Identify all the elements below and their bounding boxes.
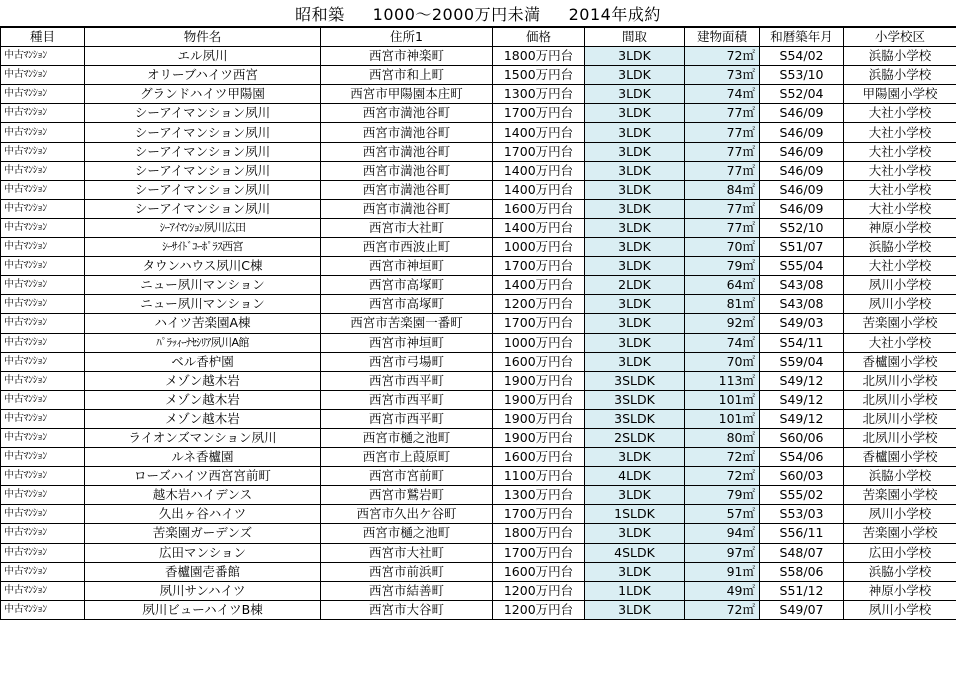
- cell-property-name[interactable]: 久出ヶ谷ハイツ: [85, 505, 321, 524]
- cell-property-name[interactable]: ｼｰｻｲﾄﾞｺｰﾎﾟﾗｽ西宮: [85, 238, 321, 257]
- cell-school-district[interactable]: 浜脇小学校: [844, 238, 956, 257]
- cell-price[interactable]: 1600万円台: [493, 448, 585, 467]
- cell-address[interactable]: 西宮市苦楽園一番町: [321, 314, 493, 333]
- table-row: [1, 409, 956, 428]
- cell-price[interactable]: 1900万円台: [493, 371, 585, 390]
- cell-price[interactable]: 1700万円台: [493, 142, 585, 161]
- cell-floor-area[interactable]: 72㎡: [685, 47, 760, 66]
- cell-property-name[interactable]: ニュー夙川マンション: [85, 276, 321, 295]
- cell-built-date[interactable]: S54/02: [760, 47, 844, 66]
- cell-floor-area[interactable]: 91㎡: [685, 562, 760, 581]
- cell-property-name[interactable]: ルネ香櫨園: [85, 448, 321, 467]
- cell-layout[interactable]: 3LDK: [585, 333, 685, 352]
- cell-school-district[interactable]: 神原小学校: [844, 218, 956, 237]
- cell-type[interactable]: 中古ﾏﾝｼｮﾝ: [1, 390, 85, 409]
- cell-address[interactable]: 西宮市西平町: [321, 390, 493, 409]
- cell-type[interactable]: 中古ﾏﾝｼｮﾝ: [1, 238, 85, 257]
- cell-school-district[interactable]: 大社小学校: [844, 333, 956, 352]
- cell-floor-area[interactable]: 72㎡: [685, 600, 760, 619]
- cell-layout[interactable]: 3SLDK: [585, 409, 685, 428]
- cell-floor-area[interactable]: 73㎡: [685, 66, 760, 85]
- cell-property-name[interactable]: シーアイマンション夙川: [85, 199, 321, 218]
- cell-built-date[interactable]: S56/11: [760, 524, 844, 543]
- cell-built-date[interactable]: S49/12: [760, 371, 844, 390]
- cell-type[interactable]: 中古ﾏﾝｼｮﾝ: [1, 333, 85, 352]
- cell-school-district[interactable]: 香櫨園小学校: [844, 448, 956, 467]
- cell-property-name[interactable]: タウンハウス夙川C棟: [85, 257, 321, 276]
- cell-property-name[interactable]: 苦楽園ガーデンズ: [85, 524, 321, 543]
- table-row: [1, 428, 956, 447]
- cell-address[interactable]: 西宮市和上町: [321, 66, 493, 85]
- cell-layout[interactable]: 3LDK: [585, 600, 685, 619]
- cell-floor-area[interactable]: 84㎡: [685, 180, 760, 199]
- cell-layout[interactable]: 3LDK: [585, 47, 685, 66]
- cell-school-district[interactable]: 夙川小学校: [844, 600, 956, 619]
- cell-floor-area[interactable]: 77㎡: [685, 161, 760, 180]
- cell-floor-area[interactable]: 97㎡: [685, 543, 760, 562]
- cell-layout[interactable]: 3LDK: [585, 352, 685, 371]
- cell-floor-area[interactable]: 64㎡: [685, 276, 760, 295]
- table-row: [1, 47, 956, 66]
- cell-school-district[interactable]: 大社小学校: [844, 104, 956, 123]
- cell-type[interactable]: 中古ﾏﾝｼｮﾝ: [1, 486, 85, 505]
- cell-layout[interactable]: 3LDK: [585, 562, 685, 581]
- cell-price[interactable]: 1700万円台: [493, 543, 585, 562]
- cell-built-date[interactable]: S46/09: [760, 104, 844, 123]
- cell-type[interactable]: 中古ﾏﾝｼｮﾝ: [1, 467, 85, 486]
- header-layout[interactable]: 間取: [585, 28, 685, 47]
- header-floor-area[interactable]: 建物面積: [685, 28, 760, 47]
- cell-address[interactable]: 西宮市高塚町: [321, 295, 493, 314]
- cell-layout[interactable]: 3LDK: [585, 66, 685, 85]
- cell-school-district[interactable]: 大社小学校: [844, 142, 956, 161]
- cell-property-name[interactable]: 越木岩ハイデンス: [85, 486, 321, 505]
- cell-school-district[interactable]: 大社小学校: [844, 199, 956, 218]
- cell-property-name[interactable]: ライオンズマンション夙川: [85, 428, 321, 447]
- header-row: [1, 28, 956, 47]
- cell-school-district[interactable]: 北夙川小学校: [844, 390, 956, 409]
- cell-address[interactable]: 西宮市樋之池町: [321, 524, 493, 543]
- table-row: [1, 581, 956, 600]
- cell-built-date[interactable]: S49/07: [760, 600, 844, 619]
- table-row: [1, 161, 956, 180]
- cell-school-district[interactable]: 夙川小学校: [844, 295, 956, 314]
- cell-school-district[interactable]: 苦楽園小学校: [844, 486, 956, 505]
- cell-property-name[interactable]: メゾン越木岩: [85, 390, 321, 409]
- cell-school-district[interactable]: 夙川小学校: [844, 505, 956, 524]
- cell-floor-area[interactable]: 77㎡: [685, 123, 760, 142]
- cell-floor-area[interactable]: 113㎡: [685, 371, 760, 390]
- cell-type[interactable]: 中古ﾏﾝｼｮﾝ: [1, 409, 85, 428]
- table-row: [1, 199, 956, 218]
- cell-property-name[interactable]: ﾊﾟﾗｯｨｰﾅｾｼﾘｱ夙川A館: [85, 333, 321, 352]
- cell-type[interactable]: 中古ﾏﾝｼｮﾝ: [1, 352, 85, 371]
- cell-address[interactable]: 西宮市宮前町: [321, 467, 493, 486]
- table-row: [1, 238, 956, 257]
- cell-price[interactable]: 1500万円台: [493, 66, 585, 85]
- cell-built-date[interactable]: S46/09: [760, 123, 844, 142]
- cell-property-name[interactable]: シーアイマンション夙川: [85, 161, 321, 180]
- cell-address[interactable]: 西宮市鷲岩町: [321, 486, 493, 505]
- cell-built-date[interactable]: S60/03: [760, 467, 844, 486]
- cell-layout[interactable]: 3LDK: [585, 238, 685, 257]
- cell-address[interactable]: 西宮市満池谷町: [321, 104, 493, 123]
- cell-school-district[interactable]: 北夙川小学校: [844, 371, 956, 390]
- cell-property-name[interactable]: シーアイマンション夙川: [85, 123, 321, 142]
- cell-floor-area[interactable]: 101㎡: [685, 390, 760, 409]
- cell-floor-area[interactable]: 74㎡: [685, 333, 760, 352]
- table-row: [1, 371, 956, 390]
- cell-floor-area[interactable]: 94㎡: [685, 524, 760, 543]
- cell-school-district[interactable]: 苦楽園小学校: [844, 524, 956, 543]
- cell-type[interactable]: 中古ﾏﾝｼｮﾝ: [1, 543, 85, 562]
- cell-floor-area[interactable]: 80㎡: [685, 428, 760, 447]
- cell-type[interactable]: 中古ﾏﾝｼｮﾝ: [1, 85, 85, 104]
- cell-school-district[interactable]: 浜脇小学校: [844, 562, 956, 581]
- table-row: [1, 66, 956, 85]
- cell-property-name[interactable]: シーアイマンション夙川: [85, 142, 321, 161]
- cell-type[interactable]: 中古ﾏﾝｼｮﾝ: [1, 600, 85, 619]
- cell-property-name[interactable]: シーアイマンション夙川: [85, 180, 321, 199]
- cell-built-date[interactable]: S48/07: [760, 543, 844, 562]
- cell-built-date[interactable]: S49/03: [760, 314, 844, 333]
- cell-built-date[interactable]: S55/04: [760, 257, 844, 276]
- cell-layout[interactable]: 2SLDK: [585, 428, 685, 447]
- cell-address[interactable]: 西宮市久出ケ谷町: [321, 505, 493, 524]
- cell-price[interactable]: 1700万円台: [493, 104, 585, 123]
- cell-school-district[interactable]: 浜脇小学校: [844, 66, 956, 85]
- cell-school-district[interactable]: 広田小学校: [844, 543, 956, 562]
- cell-built-date[interactable]: S46/09: [760, 161, 844, 180]
- cell-property-name[interactable]: メゾン越木岩: [85, 409, 321, 428]
- cell-property-name[interactable]: 広田マンション: [85, 543, 321, 562]
- cell-price[interactable]: 1000万円台: [493, 238, 585, 257]
- cell-floor-area[interactable]: 92㎡: [685, 314, 760, 333]
- cell-address[interactable]: 西宮市結善町: [321, 581, 493, 600]
- cell-built-date[interactable]: S51/07: [760, 238, 844, 257]
- cell-layout[interactable]: 3LDK: [585, 218, 685, 237]
- cell-layout[interactable]: 3SLDK: [585, 390, 685, 409]
- cell-price[interactable]: 1600万円台: [493, 199, 585, 218]
- header-school-district[interactable]: 小学校区: [844, 28, 956, 47]
- cell-built-date[interactable]: S46/09: [760, 142, 844, 161]
- cell-type[interactable]: 中古ﾏﾝｼｮﾝ: [1, 371, 85, 390]
- cell-address[interactable]: 西宮市神垣町: [321, 333, 493, 352]
- cell-school-district[interactable]: 北夙川小学校: [844, 428, 956, 447]
- header-address[interactable]: 住所1: [321, 28, 493, 47]
- cell-address[interactable]: 西宮市大谷町: [321, 600, 493, 619]
- table-row: [1, 85, 956, 104]
- cell-property-name[interactable]: シーアイマンション夙川: [85, 104, 321, 123]
- cell-school-district[interactable]: 浜脇小学校: [844, 47, 956, 66]
- cell-type[interactable]: 中古ﾏﾝｼｮﾝ: [1, 562, 85, 581]
- cell-layout[interactable]: 3LDK: [585, 257, 685, 276]
- cell-school-district[interactable]: 大社小学校: [844, 257, 956, 276]
- cell-layout[interactable]: 3LDK: [585, 142, 685, 161]
- cell-floor-area[interactable]: 57㎡: [685, 505, 760, 524]
- cell-layout[interactable]: 3LDK: [585, 85, 685, 104]
- cell-layout[interactable]: 3LDK: [585, 486, 685, 505]
- table-row: [1, 352, 956, 371]
- table-row: [1, 333, 956, 352]
- cell-floor-area[interactable]: 72㎡: [685, 448, 760, 467]
- cell-layout[interactable]: 1SLDK: [585, 505, 685, 524]
- cell-type[interactable]: 中古ﾏﾝｼｮﾝ: [1, 295, 85, 314]
- cell-layout[interactable]: 3LDK: [585, 314, 685, 333]
- cell-price[interactable]: 1200万円台: [493, 581, 585, 600]
- cell-property-name[interactable]: ニュー夙川マンション: [85, 295, 321, 314]
- title-year: 2014年成約: [568, 4, 661, 24]
- cell-price[interactable]: 1300万円台: [493, 486, 585, 505]
- table-row: [1, 543, 956, 562]
- cell-floor-area[interactable]: 77㎡: [685, 104, 760, 123]
- cell-price[interactable]: 1400万円台: [493, 161, 585, 180]
- cell-type[interactable]: 中古ﾏﾝｼｮﾝ: [1, 123, 85, 142]
- cell-address[interactable]: 西宮市西波止町: [321, 238, 493, 257]
- cell-layout[interactable]: 3LDK: [585, 295, 685, 314]
- cell-layout[interactable]: 3LDK: [585, 524, 685, 543]
- table-row: [1, 218, 956, 237]
- cell-address[interactable]: 西宮市西平町: [321, 409, 493, 428]
- cell-address[interactable]: 西宮市前浜町: [321, 562, 493, 581]
- cell-type[interactable]: 中古ﾏﾝｼｮﾝ: [1, 505, 85, 524]
- header-price[interactable]: 価格: [493, 28, 585, 47]
- cell-school-district[interactable]: 香櫨園小学校: [844, 352, 956, 371]
- cell-type[interactable]: 中古ﾏﾝｼｮﾝ: [1, 314, 85, 333]
- cell-built-date[interactable]: S54/06: [760, 448, 844, 467]
- cell-school-district[interactable]: 浜脇小学校: [844, 467, 956, 486]
- cell-built-date[interactable]: S51/12: [760, 581, 844, 600]
- cell-floor-area[interactable]: 70㎡: [685, 352, 760, 371]
- title-price-range: 1000～2000万円未満: [372, 4, 541, 24]
- cell-type[interactable]: 中古ﾏﾝｼｮﾝ: [1, 104, 85, 123]
- cell-address[interactable]: 西宮市満池谷町: [321, 142, 493, 161]
- cell-property-name[interactable]: 香櫨園壱番館: [85, 562, 321, 581]
- table-row: [1, 600, 956, 619]
- table-row: [1, 524, 956, 543]
- cell-floor-area[interactable]: 81㎡: [685, 295, 760, 314]
- cell-property-name[interactable]: オリーブハイツ西宮: [85, 66, 321, 85]
- table-row: [1, 295, 956, 314]
- sheet-title: [0, 0, 956, 27]
- cell-address[interactable]: 西宮市高塚町: [321, 276, 493, 295]
- cell-address[interactable]: 西宮市大社町: [321, 218, 493, 237]
- cell-price[interactable]: 1200万円台: [493, 600, 585, 619]
- cell-school-district[interactable]: 甲陽園小学校: [844, 85, 956, 104]
- cell-school-district[interactable]: 苦楽園小学校: [844, 314, 956, 333]
- cell-address[interactable]: 西宮市弓場町: [321, 352, 493, 371]
- table-row: [1, 142, 956, 161]
- cell-address[interactable]: 西宮市樋之池町: [321, 428, 493, 447]
- cell-address[interactable]: 西宮市神垣町: [321, 257, 493, 276]
- cell-school-district[interactable]: 大社小学校: [844, 123, 956, 142]
- cell-property-name[interactable]: ローズハイツ西宮宮前町: [85, 467, 321, 486]
- cell-type[interactable]: 中古ﾏﾝｼｮﾝ: [1, 428, 85, 447]
- cell-layout[interactable]: 4SLDK: [585, 543, 685, 562]
- cell-price[interactable]: 1300万円台: [493, 85, 585, 104]
- cell-floor-area[interactable]: 49㎡: [685, 581, 760, 600]
- header-property-name[interactable]: 物件名: [85, 28, 321, 47]
- cell-property-name[interactable]: 夙川サンハイツ: [85, 581, 321, 600]
- cell-type[interactable]: 中古ﾏﾝｼｮﾝ: [1, 218, 85, 237]
- cell-built-date[interactable]: S52/04: [760, 85, 844, 104]
- table-row: [1, 390, 956, 409]
- title-era: 昭和築: [295, 4, 345, 24]
- cell-floor-area[interactable]: 72㎡: [685, 467, 760, 486]
- cell-price[interactable]: 1400万円台: [493, 180, 585, 199]
- cell-floor-area[interactable]: 77㎡: [685, 142, 760, 161]
- cell-address[interactable]: 西宮市満池谷町: [321, 123, 493, 142]
- cell-layout[interactable]: 3LDK: [585, 123, 685, 142]
- cell-floor-area[interactable]: 77㎡: [685, 199, 760, 218]
- cell-floor-area[interactable]: 74㎡: [685, 85, 760, 104]
- cell-price[interactable]: 1600万円台: [493, 562, 585, 581]
- table-row: [1, 448, 956, 467]
- table-row: [1, 314, 956, 333]
- cell-type[interactable]: 中古ﾏﾝｼｮﾝ: [1, 142, 85, 161]
- cell-built-date[interactable]: S58/06: [760, 562, 844, 581]
- table-row: [1, 486, 956, 505]
- cell-price[interactable]: 1900万円台: [493, 390, 585, 409]
- header-built-date[interactable]: 和暦築年月: [760, 28, 844, 47]
- cell-built-date[interactable]: S46/09: [760, 180, 844, 199]
- cell-built-date[interactable]: S53/03: [760, 505, 844, 524]
- cell-built-date[interactable]: S49/12: [760, 409, 844, 428]
- cell-type[interactable]: 中古ﾏﾝｼｮﾝ: [1, 161, 85, 180]
- cell-layout[interactable]: 3SLDK: [585, 371, 685, 390]
- cell-address[interactable]: 西宮市上葭原町: [321, 448, 493, 467]
- cell-type[interactable]: 中古ﾏﾝｼｮﾝ: [1, 199, 85, 218]
- cell-price[interactable]: 1900万円台: [493, 428, 585, 447]
- cell-school-district[interactable]: 大社小学校: [844, 161, 956, 180]
- table-row: [1, 104, 956, 123]
- table-row: [1, 276, 956, 295]
- cell-school-district[interactable]: 神原小学校: [844, 581, 956, 600]
- table-row: [1, 257, 956, 276]
- cell-address[interactable]: 西宮市満池谷町: [321, 180, 493, 199]
- cell-built-date[interactable]: S52/10: [760, 218, 844, 237]
- cell-price[interactable]: 1400万円台: [493, 276, 585, 295]
- cell-price[interactable]: 1700万円台: [493, 505, 585, 524]
- cell-layout[interactable]: 1LDK: [585, 581, 685, 600]
- cell-type[interactable]: 中古ﾏﾝｼｮﾝ: [1, 180, 85, 199]
- cell-price[interactable]: 1800万円台: [493, 47, 585, 66]
- cell-built-date[interactable]: S53/10: [760, 66, 844, 85]
- cell-type[interactable]: 中古ﾏﾝｼｮﾝ: [1, 524, 85, 543]
- cell-layout[interactable]: 3LDK: [585, 161, 685, 180]
- cell-built-date[interactable]: S60/06: [760, 428, 844, 447]
- cell-type[interactable]: 中古ﾏﾝｼｮﾝ: [1, 276, 85, 295]
- cell-address[interactable]: 西宮市満池谷町: [321, 199, 493, 218]
- cell-address[interactable]: 西宮市西平町: [321, 371, 493, 390]
- cell-type[interactable]: 中古ﾏﾝｼｮﾝ: [1, 47, 85, 66]
- cell-price[interactable]: 1000万円台: [493, 333, 585, 352]
- cell-property-name[interactable]: エル夙川: [85, 47, 321, 66]
- cell-price[interactable]: 1100万円台: [493, 467, 585, 486]
- cell-property-name[interactable]: ｼｰｱｲﾏﾝｼｮﾝ夙川広田: [85, 218, 321, 237]
- cell-property-name[interactable]: ベル香枦園: [85, 352, 321, 371]
- cell-type[interactable]: 中古ﾏﾝｼｮﾝ: [1, 448, 85, 467]
- cell-layout[interactable]: 4LDK: [585, 467, 685, 486]
- cell-school-district[interactable]: 大社小学校: [844, 180, 956, 199]
- cell-price[interactable]: 1700万円台: [493, 314, 585, 333]
- cell-layout[interactable]: 3LDK: [585, 448, 685, 467]
- cell-built-date[interactable]: S43/08: [760, 276, 844, 295]
- cell-property-name[interactable]: メゾン越木岩: [85, 371, 321, 390]
- cell-school-district[interactable]: 夙川小学校: [844, 276, 956, 295]
- cell-floor-area[interactable]: 79㎡: [685, 486, 760, 505]
- cell-layout[interactable]: 3LDK: [585, 199, 685, 218]
- table-row: [1, 180, 956, 199]
- cell-price[interactable]: 1700万円台: [493, 257, 585, 276]
- cell-floor-area[interactable]: 77㎡: [685, 218, 760, 237]
- cell-built-date[interactable]: S55/02: [760, 486, 844, 505]
- cell-built-date[interactable]: S49/12: [760, 390, 844, 409]
- listing-table: [0, 27, 956, 620]
- cell-price[interactable]: 1900万円台: [493, 409, 585, 428]
- cell-floor-area[interactable]: 70㎡: [685, 238, 760, 257]
- cell-school-district[interactable]: 北夙川小学校: [844, 409, 956, 428]
- cell-floor-area[interactable]: 101㎡: [685, 409, 760, 428]
- cell-price[interactable]: 1400万円台: [493, 218, 585, 237]
- cell-price[interactable]: 1400万円台: [493, 123, 585, 142]
- cell-address[interactable]: 西宮市神楽町: [321, 47, 493, 66]
- table-row: [1, 467, 956, 486]
- table-row: [1, 562, 956, 581]
- cell-property-name[interactable]: グランドハイツ甲陽園: [85, 85, 321, 104]
- cell-layout[interactable]: 3LDK: [585, 180, 685, 199]
- cell-floor-area[interactable]: 79㎡: [685, 257, 760, 276]
- cell-address[interactable]: 西宮市大社町: [321, 543, 493, 562]
- cell-price[interactable]: 1600万円台: [493, 352, 585, 371]
- cell-layout[interactable]: 3LDK: [585, 104, 685, 123]
- cell-built-date[interactable]: S59/04: [760, 352, 844, 371]
- cell-built-date[interactable]: S46/09: [760, 199, 844, 218]
- cell-price[interactable]: 1200万円台: [493, 295, 585, 314]
- cell-type[interactable]: 中古ﾏﾝｼｮﾝ: [1, 257, 85, 276]
- cell-address[interactable]: 西宮市満池谷町: [321, 161, 493, 180]
- cell-property-name[interactable]: 夙川ビューハイツB棟: [85, 600, 321, 619]
- cell-address[interactable]: 西宮市甲陽園本庄町: [321, 85, 493, 104]
- table-row: [1, 123, 956, 142]
- header-type[interactable]: 種目: [1, 28, 85, 47]
- cell-property-name[interactable]: ハイツ苦楽園A棟: [85, 314, 321, 333]
- cell-layout[interactable]: 2LDK: [585, 276, 685, 295]
- table-body: [1, 47, 956, 620]
- table-row: [1, 505, 956, 524]
- cell-built-date[interactable]: S43/08: [760, 295, 844, 314]
- cell-price[interactable]: 1800万円台: [493, 524, 585, 543]
- cell-type[interactable]: 中古ﾏﾝｼｮﾝ: [1, 581, 85, 600]
- cell-built-date[interactable]: S54/11: [760, 333, 844, 352]
- cell-type[interactable]: 中古ﾏﾝｼｮﾝ: [1, 66, 85, 85]
